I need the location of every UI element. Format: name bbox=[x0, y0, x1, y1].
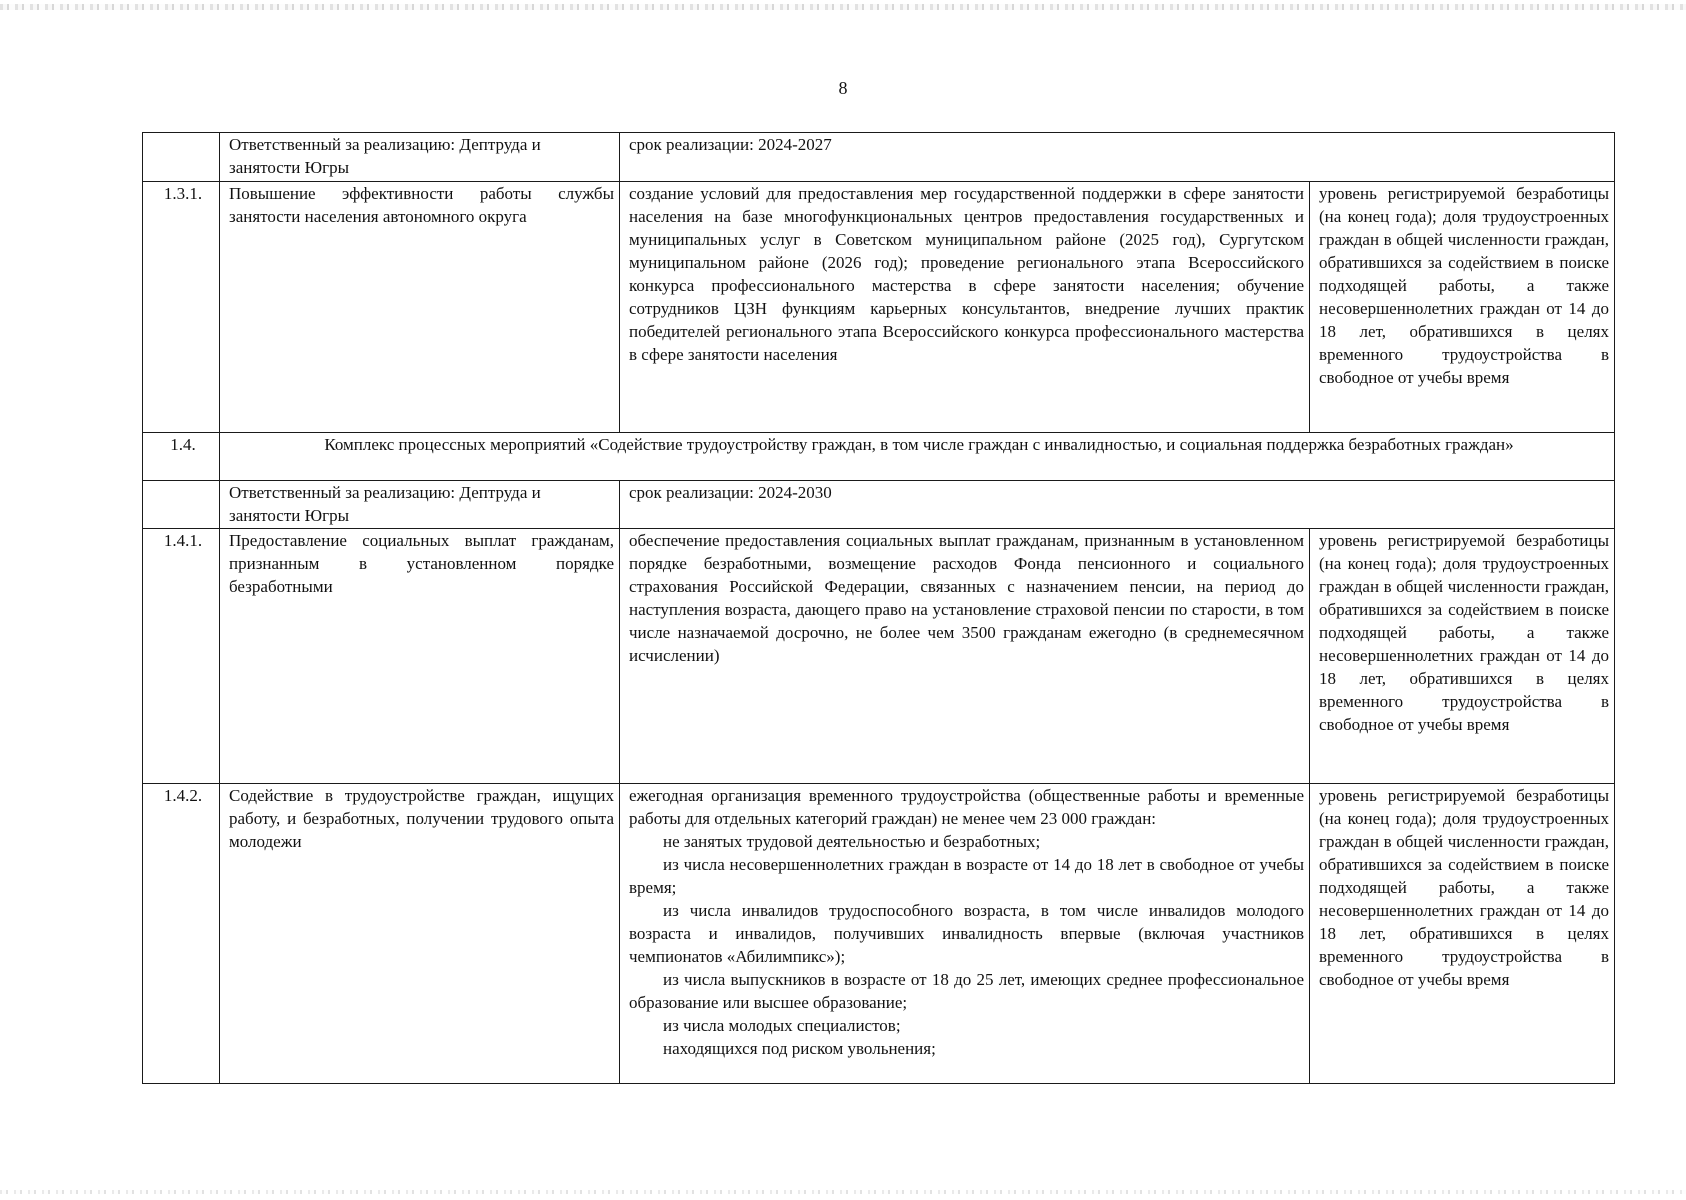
task-cell: Повышение эффективности работы службы занятости населения автономного округа bbox=[220, 182, 620, 433]
effect-list-item: находящихся под риском увольнения; bbox=[663, 1039, 936, 1058]
effect-list-item: из числа инвалидов трудоспособного возраста, в том числе инвалидов молодого возраста и инвалидов, получивших инвалидность впервые (включая участников чемпионатов «Абилимпикс»); bbox=[629, 901, 1304, 966]
indicator-cell: уровень регистрируемой безработицы (на конец года); доля трудоустроенных граждан в общей численности граждан, обратившихся за содействием в поиске подходящей работы, а также несовершеннолетних граждан от 14 до 18 лет, обратившихся в целях временного трудоустройства в свободное от учебы время bbox=[1310, 182, 1615, 433]
section-title: Комплекс процессных мероприятий «Содействие трудоустройству граждан, в том числе граждан с инвалидностью, и социальная поддержка безработных граждан» bbox=[220, 433, 1615, 481]
term-cell: срок реализации: 2024-2027 bbox=[620, 133, 1615, 182]
row-number: 1.4.2. bbox=[143, 784, 220, 1084]
responsible-row bbox=[143, 481, 1615, 529]
section-row bbox=[143, 433, 1615, 481]
scan-noise-top bbox=[0, 4, 1686, 10]
effect-list-item: из числа несовершеннолетних граждан в возрасте от 14 до 18 лет в свободное от учебы время; bbox=[629, 855, 1304, 897]
page-number: 8 bbox=[838, 78, 848, 98]
task-cell: Содействие в трудоустройстве граждан, ищущих работу, и безработных, получении трудового опыта молодежи bbox=[220, 784, 620, 1084]
row-number: 1.3.1. bbox=[143, 182, 220, 433]
indicator-cell: уровень регистрируемой безработицы (на конец года); доля трудоустроенных граждан в общей численности граждан, обратившихся за содействием в поиске подходящей работы, а также несовершеннолетних граждан от 14 до 18 лет, обратившихся в целях временного трудоустройства в свободное от учебы время bbox=[1310, 784, 1615, 1084]
responsible-row bbox=[143, 133, 1615, 182]
effect-cell bbox=[620, 784, 1310, 1084]
effect-cell: создание условий для предоставления мер государственной поддержки в сфере занятости населения на базе многофункциональных центров предоставления государственных и муниципальных услуг в Советском муниципальном районе (2025 год), Сургутском муниципальном районе (2026 год); проведение регионального этапа Всероссийского конкурса профессионального мастерства в сфере занятости населения; обучение сотрудников ЦЗН функциям карьерных консультантов, внедрение лучших практик победителей регионального этапа Всероссийского конкурса профессионального мастерства в сфере занятости населения bbox=[620, 182, 1310, 433]
task-cell: Предоставление социальных выплат гражданам, признанным в установленном порядке безработными bbox=[220, 529, 620, 784]
scan-noise-bottom bbox=[0, 1190, 1686, 1194]
term-cell: срок реализации: 2024-2030 bbox=[620, 481, 1615, 529]
effect-list-item: из числа выпускников в возрасте от 18 до 25 лет, имеющих среднее профессиональное образование или высшее образование; bbox=[629, 970, 1304, 1012]
responsible-cell: Ответственный за реализацию: Дептруда и занятости Югры bbox=[220, 133, 620, 182]
row-number: 1.4. bbox=[143, 433, 220, 481]
indicator-cell: уровень регистрируемой безработицы (на конец года); доля трудоустроенных граждан в общей численности граждан, обратившихся за содействием в поиске подходящей работы, а также несовершеннолетних граждан от 14 до 18 лет, обратившихся в целях временного трудоустройства в свободное от учебы время bbox=[1310, 529, 1615, 784]
table-row bbox=[143, 784, 1615, 1084]
effect-intro: ежегодная организация временного трудоустройства (общественные работы и временные работы для отдельных категорий граждан) не менее чем 23 000 граждан: bbox=[629, 786, 1304, 828]
row-number: 1.4.1. bbox=[143, 529, 220, 784]
num-cell-empty bbox=[143, 133, 220, 182]
measures-table bbox=[142, 132, 1615, 1084]
effect-list-item: не занятых трудовой деятельностью и безработных; bbox=[663, 832, 1041, 851]
responsible-cell: Ответственный за реализацию: Дептруда и занятости Югры bbox=[220, 481, 620, 529]
table-row bbox=[143, 529, 1615, 784]
num-cell-empty bbox=[143, 481, 220, 529]
effect-list-item: из числа молодых специалистов; bbox=[663, 1016, 901, 1035]
table-row bbox=[143, 182, 1615, 433]
effect-cell: обеспечение предоставления социальных выплат гражданам, признанным в установленном порядке безработными, возмещение расходов Фонда пенсионного и социального страхования Российской Федерации, связанных с назначением пенсии, на период до наступления возраста, дающего право на установление страховой пенсии по старости, в том числе назначаемой досрочно, не более чем 3500 гражданам ежегодно (в среднемесячном исчислении) bbox=[620, 529, 1310, 784]
